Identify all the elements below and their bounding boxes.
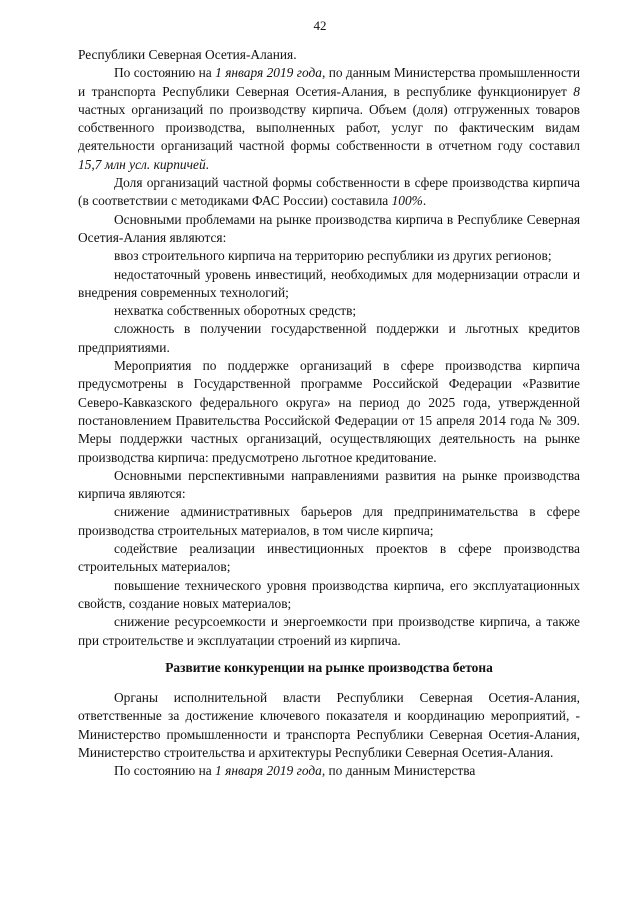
paragraph: По состоянию на 1 января 2019 года, по данным Министерства <box>114 763 476 779</box>
paragraph: Основными перспективными направлениями развития на рынке производства кирпича являются: <box>78 467 580 502</box>
paragraph: Основными проблемами на рынке производства кирпича в Республике Северная Осетия-Алания являются: <box>78 211 580 245</box>
section-heading: Развитие конкуренции на рынке производства бетона <box>165 659 493 675</box>
paragraph: снижение административных барьеров для предпринимательства в сфере производства строительных материалов, в том числе кирпича; <box>78 504 580 538</box>
paragraph: По состоянию на 1 января 2019 года, по данным Министерства промышленности и транспорта Республики Северная Осетия-Алания, в республике функционирует 8 частных организаций по производству кирпича. Объем (доля) отгруженных товаров собственного производства, выполненных работ, услуг по фактическим видам деятельности организаций частной формы собственности в отчетном году составил 15,7 млн усл. кирпичей. <box>78 65 580 172</box>
paragraph: повышение технического уровня производства кирпича, его эксплуатационных свойств, создание новых материалов; <box>78 577 580 611</box>
paragraph: содействие реализации инвестиционных проектов в сфере производства строительных материалов; <box>78 541 580 575</box>
paragraph: Доля организаций частной формы собственности в сфере производства кирпича (в соответствии с методиками ФАС России) составила 100%. <box>78 175 580 209</box>
page-number: 42 <box>313 18 327 33</box>
paragraph: Мероприятия по поддержке организаций в сфере производства кирпича предусмотрены в Государственной программе Российской Федерации «Развитие Северо-Кавказского федерального округа» на период до 2025 года, утвержденной постановлением Правительства Российской Федерации от 15 апреля 2014 года № 309. Меры поддержки частных организаций, осуществляющих деятельность на рынке производства кирпича: предусмотрено льготное кредитование. <box>78 358 580 465</box>
paragraph: ввоз строительного кирпича на территорию республики из других регионов; <box>114 248 552 264</box>
paragraph: сложность в получении государственной поддержки и льготных кредитов предприятиями. <box>78 321 580 355</box>
document-body <box>78 46 580 781</box>
paragraph: снижение ресурсоемкости и энергоемкости при производстве кирпича, а также при строительстве и эксплуатации строений из кирпича. <box>78 614 580 648</box>
paragraph: нехватка собственных оборотных средств; <box>114 303 357 319</box>
paragraph: недостаточный уровень инвестиций, необходимых для модернизации отрасли и внедрения современных технологий; <box>78 266 580 300</box>
paragraph: Органы исполнительной власти Республики Северная Осетия-Алания, ответственные за достижение ключевого показателя и координацию мероприятий, - Министерство промышленности и транспорта Республики Северная Осетия-Алания, Министерство строительства и архитектуры Республики Северная Осетия-Алания. <box>78 690 580 760</box>
paragraph: Республики Северная Осетия-Алания. <box>78 47 297 62</box>
